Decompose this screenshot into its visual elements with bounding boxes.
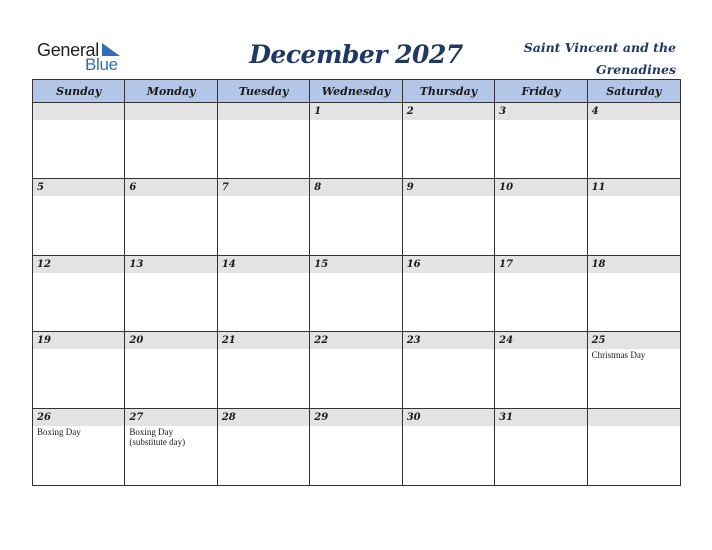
holiday-label <box>495 120 586 121</box>
day-cell <box>218 332 310 408</box>
day-cell <box>495 256 587 332</box>
holiday-label <box>218 196 309 197</box>
day-cell <box>33 256 125 332</box>
holiday-label <box>495 196 586 197</box>
day-number: 22 <box>310 332 401 349</box>
holiday-label: Boxing Day <box>37 426 81 437</box>
day-cell <box>33 332 125 408</box>
holiday-label: Christmas Day <box>591 350 646 361</box>
day-number: 1 <box>310 103 401 120</box>
day-cell <box>33 409 125 485</box>
day-number <box>33 103 124 120</box>
weekday-header: Friday <box>495 80 587 103</box>
holiday-label <box>495 349 586 350</box>
day-number: 26 <box>33 409 124 426</box>
holiday-label <box>33 273 124 274</box>
holiday-label: Boxing Day (substitute day) <box>129 426 186 447</box>
holiday-label <box>588 273 680 274</box>
day-cell <box>310 256 402 332</box>
holiday-label <box>218 349 309 350</box>
day-cell <box>125 103 217 179</box>
holiday-label <box>310 426 401 427</box>
holiday-label <box>588 196 680 197</box>
holiday-label <box>218 273 309 274</box>
day-cell <box>125 256 217 332</box>
holiday-label <box>495 273 586 274</box>
day-cell <box>218 409 310 485</box>
day-cell <box>218 256 310 332</box>
day-number: 12 <box>33 256 124 273</box>
holiday-label <box>310 273 401 274</box>
day-cell <box>218 103 310 179</box>
day-number <box>218 103 309 120</box>
day-number: 13 <box>125 256 216 273</box>
day-number: 11 <box>588 179 680 196</box>
day-cell <box>218 179 310 255</box>
day-number: 23 <box>403 332 494 349</box>
day-number: 29 <box>310 409 401 426</box>
day-cell <box>310 103 402 179</box>
holiday-label <box>310 120 401 121</box>
holiday-label <box>125 273 216 274</box>
day-cell <box>403 332 495 408</box>
day-number <box>125 103 216 120</box>
day-cell <box>403 256 495 332</box>
day-number: 30 <box>403 409 494 426</box>
holiday-label <box>125 349 216 350</box>
holiday-label <box>403 196 494 197</box>
day-number: 17 <box>495 256 586 273</box>
holiday-label <box>403 120 494 121</box>
logo-text-blue: Blue <box>85 55 118 74</box>
day-cell <box>125 409 217 485</box>
holiday-label <box>33 196 124 197</box>
weekday-header: Wednesday <box>310 80 402 103</box>
day-number: 4 <box>588 103 680 120</box>
holiday-label <box>218 120 309 121</box>
holiday-label <box>125 120 216 121</box>
day-cell <box>310 179 402 255</box>
day-cell <box>495 103 587 179</box>
generalblue-logo <box>37 40 127 74</box>
day-number: 15 <box>310 256 401 273</box>
day-cell <box>588 179 680 255</box>
day-number: 14 <box>218 256 309 273</box>
holiday-label <box>403 426 494 427</box>
day-number: 28 <box>218 409 309 426</box>
holiday-label <box>310 349 401 350</box>
day-number <box>588 409 680 426</box>
day-cell <box>495 332 587 408</box>
day-number: 8 <box>310 179 401 196</box>
day-number: 7 <box>218 179 309 196</box>
day-number: 6 <box>125 179 216 196</box>
month-grid <box>32 79 681 486</box>
day-number: 2 <box>403 103 494 120</box>
day-cell <box>588 332 680 408</box>
holiday-label <box>33 120 124 121</box>
holiday-label <box>403 349 494 350</box>
holiday-label <box>125 196 216 197</box>
day-cell <box>588 409 680 485</box>
calendar-title: December 2027 <box>249 40 463 69</box>
holiday-label <box>403 273 494 274</box>
day-number: 3 <box>495 103 586 120</box>
day-cell <box>588 103 680 179</box>
day-cell <box>403 179 495 255</box>
day-number: 18 <box>588 256 680 273</box>
holiday-label <box>495 426 586 427</box>
day-number: 20 <box>125 332 216 349</box>
weekday-header: Saturday <box>588 80 680 103</box>
logo-text-general: General <box>37 40 99 60</box>
day-cell <box>403 409 495 485</box>
day-cell <box>33 179 125 255</box>
day-number: 27 <box>125 409 216 426</box>
weekday-header: Sunday <box>33 80 125 103</box>
country-name: Saint Vincent and the Grenadines <box>523 40 676 77</box>
holiday-label <box>218 426 309 427</box>
day-cell <box>310 409 402 485</box>
holiday-label <box>33 349 124 350</box>
day-number: 10 <box>495 179 586 196</box>
day-cell <box>495 409 587 485</box>
day-number: 9 <box>403 179 494 196</box>
day-number: 21 <box>218 332 309 349</box>
day-number: 5 <box>33 179 124 196</box>
holiday-label <box>310 196 401 197</box>
day-cell <box>310 332 402 408</box>
holiday-label <box>588 426 680 427</box>
day-number: 24 <box>495 332 586 349</box>
weekday-header: Thursday <box>403 80 495 103</box>
day-number: 31 <box>495 409 586 426</box>
day-number: 25 <box>588 332 680 349</box>
day-cell <box>495 179 587 255</box>
day-cell <box>33 103 125 179</box>
day-number: 16 <box>403 256 494 273</box>
day-cell <box>125 179 217 255</box>
day-cell <box>588 256 680 332</box>
day-cell <box>125 332 217 408</box>
weekday-header: Monday <box>125 80 217 103</box>
day-number: 19 <box>33 332 124 349</box>
day-cell <box>403 103 495 179</box>
weekday-header: Tuesday <box>218 80 310 103</box>
holiday-label <box>588 120 680 121</box>
